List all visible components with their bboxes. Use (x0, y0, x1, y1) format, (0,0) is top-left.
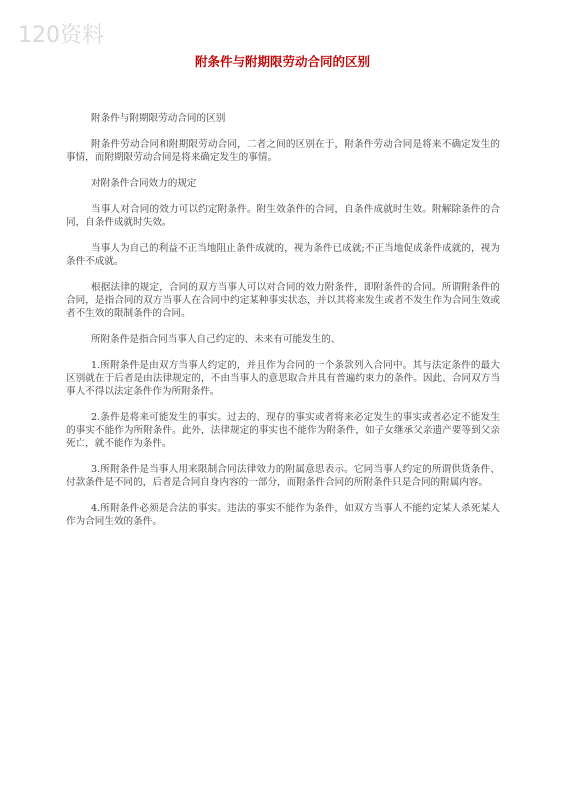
paragraph-subtitle: 附条件与附期限劳动合同的区别 (91, 113, 226, 124)
list-item-4: 4.所附条件必须是合法的事实。违法的事实不能作为条件，如双方当事人不能约定某人杀死某人作为合同生效的条件。 (66, 503, 500, 527)
watermark-logo: 120资料 (18, 23, 104, 48)
list-item-1: 1.所附条件是由双方当事人约定的，并且作为合同的一个条款列入合同中。其与法定条件的最大区别就在于后者是由法律规定的，不由当事人的意思取合并具有普遍约束力的条件。因此、合同双方当事人不得以法定条件作为所附条件。 (66, 360, 500, 397)
document-title: 附条件与附期限劳动合同的区别 (194, 54, 370, 69)
list-item-3: 3.所附条件是当事人用来限制合同法律效力的附属意思表示。它同当事人约定的所谓供货条件、付款条件是不同的，后者是合同自身内容的一部分，而附条件合同的所附条件只是合同的附属内容。 (66, 464, 500, 488)
paragraph: 当事人为自己的利益不正当地阻止条件成就的，视为条件已成就;不正当地促成条件成就的，视为条件不成就。 (66, 243, 500, 267)
paragraph-heading: 对附条件合同效力的规定 (91, 178, 197, 189)
document-body (66, 112, 500, 541)
paragraph: 附条件劳动合同和附期限劳动合同，二者之间的区别在于，附条件劳动合同是将来不确定发生的事情，而附期限劳动合同是将来确定发生的事情。 (66, 139, 500, 163)
paragraph: 所附条件是指合同当事人自己约定的、未来有可能发生的、 (91, 334, 341, 345)
paragraph: 当事人对合同的效力可以约定附条件。附生效条件的合同，自条件成就时生效。附解除条件的合同，自条件成就时失效。 (66, 204, 500, 228)
list-item-2: 2.条件是将来可能发生的事实。过去的、现存的事实或者将来必定发生的事实或者必定不能发生的事实不能作为所附条件。此外，法律规定的事实也不能作为附条件，如子女继承父亲遗产要等到父亲死亡，就不能作为条件。 (66, 412, 500, 449)
paragraph: 根据法律的规定，合同的双方当事人可以对合同的效力附条件，即附条件的合同。所谓附条件的合同，是指合同的双方当事人在合同中约定某种事实状态，并以其将来发生或者不发生作为合同生效或者不生效的限制条件的合同。 (66, 282, 500, 319)
